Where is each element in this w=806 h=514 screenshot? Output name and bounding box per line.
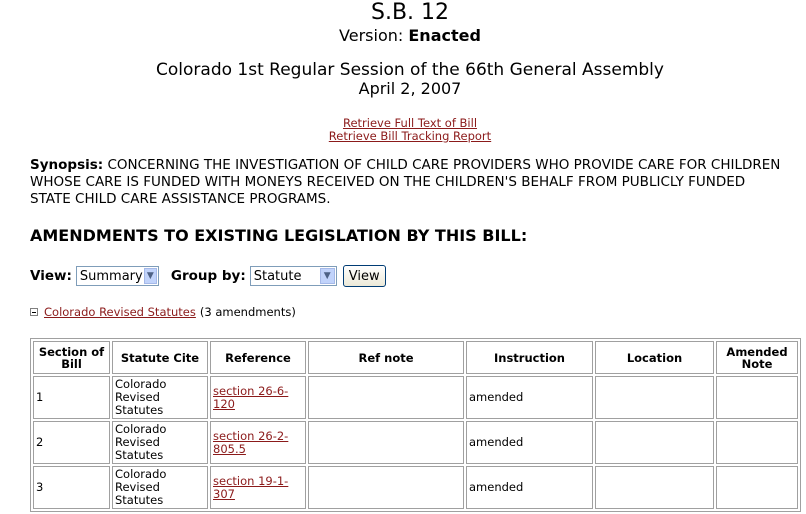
- table-row: [33, 466, 798, 509]
- synopsis: [30, 157, 790, 208]
- reference-link[interactable]: section 19-1-307: [213, 473, 289, 501]
- cell-section: 3: [33, 466, 110, 509]
- view-button[interactable]: View: [343, 265, 386, 287]
- version-label: Version:: [339, 26, 404, 45]
- bill-links: [0, 117, 806, 143]
- cell-section: 2: [33, 421, 110, 464]
- col-statute-cite: Statute Cite: [112, 341, 208, 374]
- table-row: [33, 376, 798, 419]
- col-instruction: Instruction: [466, 341, 593, 374]
- amendments-table: [30, 338, 801, 512]
- cell-instruction: amended: [466, 376, 593, 419]
- statute-group-link[interactable]: Colorado Revised Statutes: [44, 305, 196, 319]
- view-label: View:: [30, 268, 72, 284]
- cell-instruction: amended: [466, 421, 593, 464]
- table-row: [33, 421, 798, 464]
- cell-statute-cite: Colorado Revised Statutes: [112, 376, 208, 419]
- cell-amended-note: [716, 376, 798, 419]
- cell-location: [595, 466, 714, 509]
- synopsis-text: CONCERNING THE INVESTIGATION OF CHILD CARE PROVIDERS WHO PROVIDE CARE FOR CHILDREN WHOSE CARE IS FUNDED WITH MONEYS RECEIVED ON THE CHILDREN'S BEHALF FROM PUBLICLY FUNDED STATE CHILD CARE ASSISTANCE PROGRAMS.: [30, 157, 781, 207]
- cell-location: [595, 376, 714, 419]
- group-by-label: Group by:: [170, 268, 246, 284]
- synopsis-label: Synopsis:: [30, 157, 104, 173]
- reference-link[interactable]: section 26-2-805.5: [213, 428, 289, 456]
- cell-ref-note: [308, 376, 464, 419]
- group-by-select-value: Statute: [253, 268, 302, 284]
- view-select[interactable]: [76, 266, 159, 286]
- cell-amended-note: [716, 421, 798, 464]
- view-controls: [30, 264, 386, 288]
- cell-reference: [210, 421, 306, 464]
- col-amended-note: Amended Note: [716, 341, 798, 374]
- cell-reference: [210, 376, 306, 419]
- session-date: April 2, 2007: [358, 79, 462, 98]
- col-reference: Reference: [210, 341, 306, 374]
- group-by-select[interactable]: [250, 266, 337, 286]
- cell-statute-cite: Colorado Revised Statutes: [112, 466, 208, 509]
- cell-location: [595, 421, 714, 464]
- view-select-value: Summary: [79, 268, 143, 284]
- statute-group: [30, 305, 296, 319]
- version-line: [0, 27, 806, 45]
- reference-link[interactable]: section 26-6-120: [213, 383, 289, 411]
- cell-statute-cite: Colorado Revised Statutes: [112, 421, 208, 464]
- col-location: Location: [595, 341, 714, 374]
- table-header-row: [33, 341, 798, 374]
- cell-instruction: amended: [466, 466, 593, 509]
- tracking-report-link[interactable]: Retrieve Bill Tracking Report: [328, 129, 492, 143]
- bill-title: S.B. 12: [370, 0, 450, 25]
- cell-reference: [210, 466, 306, 509]
- version-value: Enacted: [408, 26, 481, 45]
- amendments-heading: AMENDMENTS TO EXISTING LEGISLATION BY THIS BILL:: [30, 226, 528, 245]
- chevron-down-icon: ▼: [320, 268, 335, 284]
- session-title: Colorado 1st Regular Session of the 66th General Assembly: [156, 60, 664, 80]
- cell-amended-note: [716, 466, 798, 509]
- chevron-down-icon: ▼: [144, 268, 157, 284]
- cell-section: 1: [33, 376, 110, 419]
- col-section: Section of Bill: [33, 341, 110, 374]
- amendment-count: (3 amendments): [199, 305, 296, 319]
- col-ref-note: Ref note: [308, 341, 464, 374]
- full-text-link[interactable]: Retrieve Full Text of Bill: [342, 116, 478, 130]
- cell-ref-note: [308, 466, 464, 509]
- collapse-icon[interactable]: [30, 308, 38, 316]
- cell-ref-note: [308, 421, 464, 464]
